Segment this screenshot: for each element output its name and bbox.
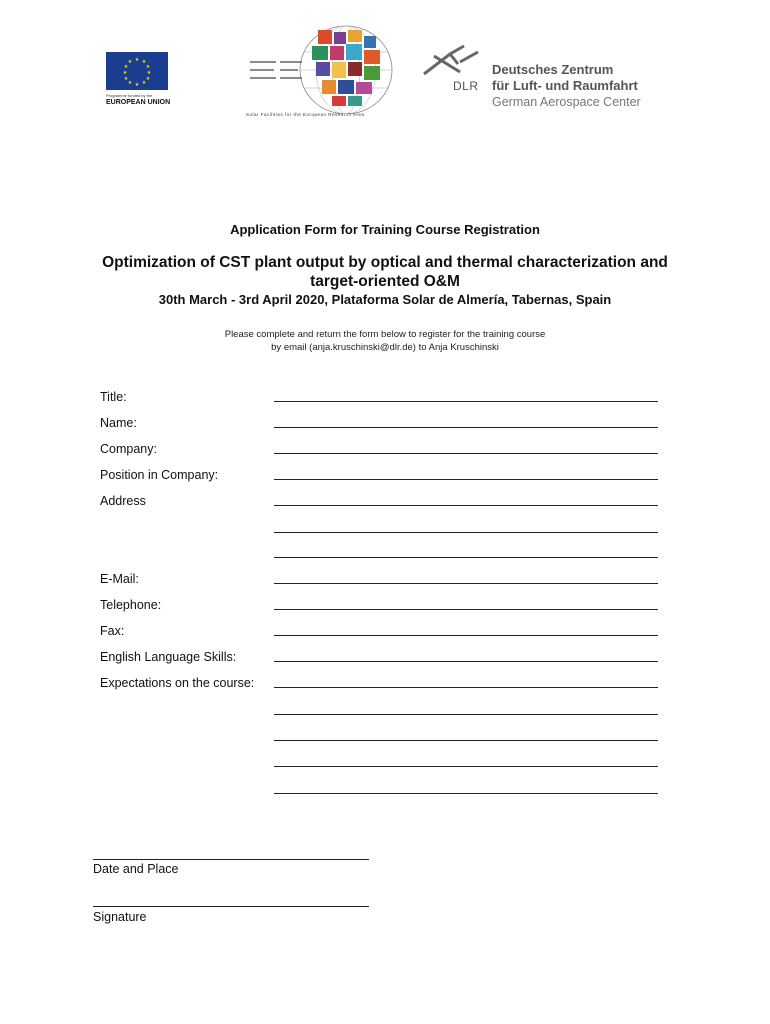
signature-field[interactable] [93, 906, 369, 907]
address-label: Address [100, 494, 146, 508]
english-skills-field[interactable] [274, 661, 658, 662]
sfera-logo [246, 22, 396, 122]
english-skills-label: English Language Skills: [100, 650, 237, 664]
address-field-line1[interactable] [274, 505, 658, 506]
position-field[interactable] [274, 479, 658, 480]
svg-text:★: ★ [127, 59, 133, 65]
svg-text:★: ★ [146, 70, 152, 76]
instructions-line2: by email (anja.kruschinski@dlr.de) to Anja Kruschinski [271, 342, 499, 353]
sfera-caption: Solar Facilities for the European Research Area [246, 112, 365, 117]
address-field-line2[interactable] [274, 532, 658, 533]
email-label: E-Mail: [100, 572, 139, 586]
telephone-field[interactable] [274, 609, 658, 610]
eu-logo [106, 52, 172, 106]
dlr-mark-icon [420, 42, 484, 82]
position-label: Position in Company: [100, 468, 219, 482]
expectations-field-line5[interactable] [274, 793, 658, 794]
signature-label: Signature [93, 910, 147, 924]
course-dates: 30th March - 3rd April 2020, Plataforma Solar de Almería, Tabernas, Spain [158, 292, 612, 307]
expectations-label: Expectations on the course: [100, 676, 255, 690]
name-label: Name: [100, 416, 137, 430]
date-place-label: Date and Place [93, 862, 179, 876]
instructions-line1: Please complete and return the form below to register for the training course [224, 329, 546, 340]
company-label: Company: [100, 442, 157, 456]
svg-text:★: ★ [134, 82, 140, 88]
form-heading: Application Form for Training Course Registration [230, 222, 540, 237]
instructions [0, 328, 770, 354]
dlr-name-line3: German Aerospace Center [492, 95, 641, 109]
title-label: Title: [100, 390, 127, 404]
svg-text:★: ★ [145, 76, 151, 82]
company-field[interactable] [274, 453, 658, 454]
expectations-field-line3[interactable] [274, 740, 658, 741]
svg-text:★: ★ [141, 80, 147, 86]
name-field[interactable] [274, 427, 658, 428]
svg-text:★: ★ [141, 59, 147, 65]
address-field-line3[interactable] [274, 557, 658, 558]
svg-text:★: ★ [134, 57, 140, 63]
title-field[interactable] [274, 401, 658, 402]
telephone-label: Telephone: [100, 598, 162, 612]
eu-flag-icon [106, 52, 168, 90]
fax-field[interactable] [274, 635, 658, 636]
dlr-logo [420, 42, 660, 112]
email-field[interactable] [274, 583, 658, 584]
svg-text:★: ★ [127, 80, 133, 86]
svg-text:★: ★ [122, 70, 128, 76]
fax-label: Fax: [100, 624, 125, 638]
expectations-field-line4[interactable] [274, 766, 658, 767]
svg-text:★: ★ [123, 76, 129, 82]
eu-name: EUROPEAN UNION [106, 99, 171, 106]
dlr-name-line2: für Luft- und Raumfahrt [492, 78, 638, 93]
logo-header [0, 0, 770, 130]
date-place-field[interactable] [93, 859, 369, 860]
svg-text:★: ★ [145, 64, 151, 70]
course-title: Optimization of CST plant output by optical and thermal characterization and target-oriented O&M [102, 254, 668, 290]
dlr-name [492, 62, 641, 110]
expectations-field-line2[interactable] [274, 714, 658, 715]
svg-text:★: ★ [123, 64, 129, 70]
dlr-name-line1: Deutsches Zentrum [492, 62, 614, 77]
eu-funded-text: Programme funded by the [106, 93, 153, 98]
expectations-field-line1[interactable] [274, 687, 658, 688]
dlr-abbr: DLR [453, 79, 479, 93]
